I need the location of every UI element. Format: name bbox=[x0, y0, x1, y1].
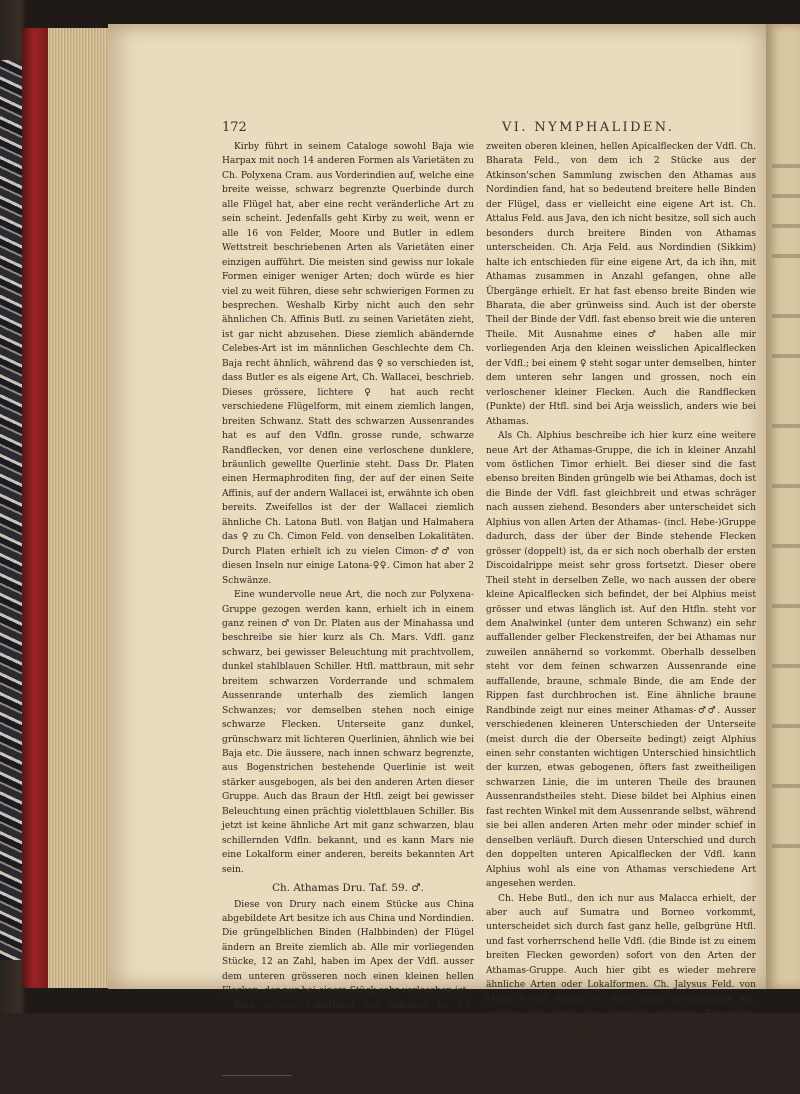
footnote-rule bbox=[222, 1075, 292, 1076]
paragraph: Eine sichere Lokalform von Athamas ist Ch. Samatha Moore, die ich von Hinterindien (Malacca, Perak) und Borneo besitze. Diese ist nur etwas kleiner, hat meist (nicht immer) breitere grüngelbe Binden und selten den bbox=[222, 1000, 474, 1069]
paragraph: Kirby führt in seinem Cataloge sowohl Baja wie Harpax mit noch 14 anderen Formen als Varietäten zu Ch. Polyxena Cram. aus Vorderindien auf, welche eine breite weisse, schwarz begrenzte Querbinde durch alle Flügel hat, aber eine recht veränderliche Art zu sein scheint. Jedenfalls geht Kirby zu weit, wenn er alle 16 von Felder, Moore und Butler in edlem Wettstreit beschriebenen Arten als Varietäten einer einzigen aufführt. Die meisten sind gewiss nur lokale Formen einiger weniger Arten; doch würde es hier viel zu weit führen, diese sehr schwierigen Formen zu besprechen. Weshalb Kirby nicht auch den sehr ähnlichen Ch. Affinis Butl. zu seinen Varietäten zieht, ist gar nicht abzusehen. Diese ziemlich abändernde Celebes-Art ist im männlichen Geschlechte dem Ch. Baja recht ähnlich, während das ♀ so verschieden ist, dass Butler es als eigene Art, Ch. Wallacei, beschrieb. Dieses grössere, lichtere ♀ hat auch recht verschiedene Flügelform, mit einem ziemlich langen, breiten Schwanz. Statt des schwarzen Aussenrandes hat es auf den Vdfln. grosse runde, schwarze Randflecken, vor denen eine verloschene dunklere, bräunlich gewellte Querlinie steht. Dass Dr. Platen einen Hermaphroditen fing, der auf der einen Seite Affinis, auf der andern Wallacei ist, erwähnte ich oben bereits. Zweifellos ist der der Wallacei ziemlich ähnliche Ch. Latona Butl. von Batjan und Halmahera das ♀ zu Ch. Cimon Feld. von denselben Lokalitäten. Durch Platen erhielt ich zu vielen Cimon-♂♂ von diesen Inseln nur einige Latona-♀♀. Cimon hat aber 2 Schwänze. bbox=[222, 142, 474, 586]
page-number: 172 bbox=[222, 120, 247, 135]
page-edges bbox=[48, 28, 114, 988]
left-column bbox=[222, 140, 474, 1094]
right-column bbox=[486, 140, 756, 1036]
facing-page-edge bbox=[766, 24, 800, 989]
running-title: VI. NYMPHALIDEN. bbox=[502, 120, 675, 135]
paragraph: Eine wundervolle neue Art, die noch zur Polyxena-Gruppe gezogen werden kann, erhielt ich in einem ganz reinen ♂ von Dr. Platen aus der Minahassa und beschreibe sie hier kurz als Ch. Mars. Vdfl. ganz schwarz, bei gewisser Beleuchtung mit prachtvollem, dunkel stahlblauen Schiller. Htfl. mattbraun, mit sehr breitem schwarzen Vorderrande und schmalem Aussenrande unterhalb des ziemlich langen Schwanzes; vor demselben stehen noch einige schwarze Flecken. Unterseite ganz dunkel, grünschwarz mit lichteren Querlinien, ähnlich wie bei Baja etc. Die äussere, nach innen schwarz begrenzte, aus Bogenstrichen bestehende Querlinie ist weit stärker ausgebogen, als bei den anderen Arten dieser Gruppe. Auch das Braun der Htfl. zeigt bei gewisser Beleuchtung einen prächtig violettblauen Schiller. Bis jetzt ist keine ähnliche Art mit ganz schwarzen, blau schillernden Vdfln. bekannt, und es kann Mars nie eine Lokalform einer anderen, bereits bekannten Art sein. bbox=[222, 590, 474, 875]
footnote: Athamas, Sohn des Aeolus, König von Orchomenus. bbox=[234, 1082, 447, 1091]
section-heading: Ch. Athamas Dru. Taf. 59. ♂. bbox=[272, 882, 424, 895]
page-header bbox=[118, 120, 758, 138]
paragraph: Diese von Drury nach einem Stücke aus China abgebildete Art besitze ich aus China und Nordindien. Die grüngelblichen Binden (Halbbinden) der Flügel ändern an Breite ziemlich ab. Alle mir vorliegenden Stücke, 12 an Zahl, haben im Apex der Vdfl. ausser dem unteren grösseren noch einen kleinen hellen Flecken, der nur bei einem Stück sehr verloschen ist. bbox=[222, 899, 474, 997]
paragraph: Als Ch. Alphius beschreibe ich hier kurz eine weitere neue Art der Athamas-Gruppe, die ich in kleiner Anzahl vom östlichen Timor erhielt. Bei dieser sind die fast ebenso breiten Binden grüngelb wie bei Athamas, doch ist die Binde der Vdfl. fast gleichbreit und etwas schräger nach aussen ziehend. Besonders aber unterscheidet sich Alphius von allen Arten der Athamas- (incl. Hebe-)Gruppe dadurch, dass der über der Binde stehende Flecken grösser (doppelt) ist, da er sich noch oberhalb der ersten Discoidalrippe meist sehr gross fortsetzt. Dieser obere Theil steht in derselben Zelle, wo nach aussen der obere kleine Apicalflecken sich befindet, der bei Alphius meist grösser und etwas länglich ist. Auf den Htfln. steht vor dem Analwinkel (unter dem unteren Schwanz) ein sehr auffallender gelber Fleckenstreifen, der bei Athamas nur zuweilen annähernd so vorkommt. Oberhalb desselben steht vor dem feinen schwarzen Aussenrande eine auffallende, braune, schmale Binde, die am Ende der Rippen fast durchbrochen ist. Eine ähnliche braune Randbinde zeigt nur eines meiner Athamas-♂♂. Ausser verschiedenen kleineren Unterschieden der Unterseite (meist durch die der Oberseite bedingt) zeigt Alphius einen sehr constanten wichtigen Unterschied hinsichtlich der kurzen, etwas gebogenen, öfters fast zweitheiligen schwarzen Linie, die im unteren Theile des braunen Aussenrandstheiles steht. Diese bildet bei Alphius einen fast rechten Winkel mit dem Aussenrande selbst, während sie bei allen anderen Arten mehr oder minder schief in denselben verläuft. Durch diesen Unterschied und durch den doppelten unteren Apicalflecken der Vdfl. kann Alphius wohl als eine von Athamas verschiedene Art angesehen werden. bbox=[486, 431, 756, 890]
paragraph: zweiten oberen kleinen, hellen Apicalflecken der Vdfl. Ch. Bharata Feld., von dem ich 2 Stücke aus der Atkinson'schen Sammlung zwischen den Athamas aus Nordindien fand, hat so bedeutend breitere helle Binden der Flügel, dass er vielleicht eine eigene Art ist. Ch. Attalus Feld. aus Java, den ich nicht besitze, soll sich auch besonders durch breitere Binden von Athamas unterscheiden. Ch. Arja Feld. aus Nordindien (Sikkim) halte ich entschieden für eine eigene Art, da ich ihn, mit Athamas zusammen in Anzahl gefangen, ohne alle Übergänge erhielt. Er hat fast ebenso breite Binden wie Bharata, die aber grünweiss sind. Auch ist der oberste Theil der Binde der Vdfl. fast ebenso breit wie die unteren Theile. Mit Ausnahme eines ♂ haben alle mir vorliegenden Arja den kleinen weisslichen Apicalflecken der Vdfl.; bei einem ♀ steht sogar unter demselben, hinter dem unteren sehr langen und grossen, noch ein verloschener kleiner Flecken. Auch die Randflecken (Punkte) der Htfl. sind bei Arja weisslich, anders wie bei Athamas. bbox=[486, 142, 756, 427]
paragraph: Ch. Hebe Butl., den ich nur aus Malacca erhielt, der aber auch auf Sumatra und Borneo vorkommt, unterscheidet sich durch fast ganz helle, gelbgrüne Htfl. und fast vorherrschend helle Vdfl. (die Binde ist zu einem breiten Flecken geworden) sofort von den Arten der Athamas-Gruppe. Auch hier gibt es wieder mehrere ähnliche Arten oder Lokalformen. Ch. Jalysus Feld. von Malacca und Borneo ist eine sicher verschiedene Art, welche sich durch die schmalste schwarze Berandung aller Flügel, besonders auch auf der Unterseite der Htfl., bbox=[486, 893, 756, 1034]
marbled-cover bbox=[0, 60, 24, 960]
